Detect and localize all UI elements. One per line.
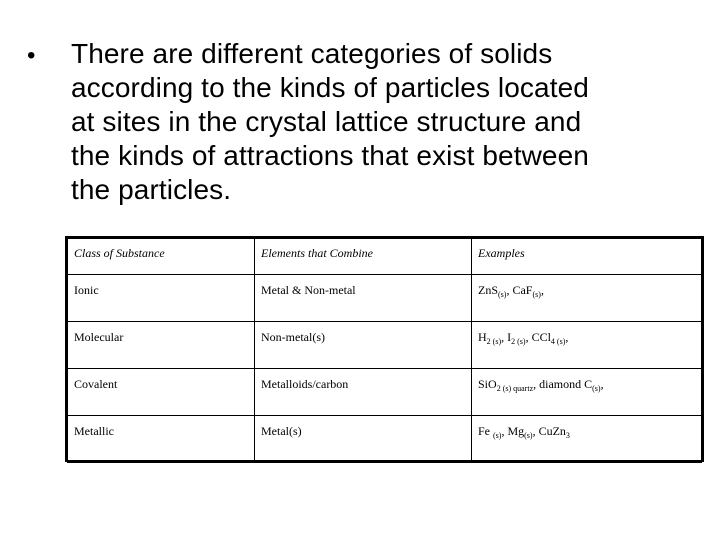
- header-elements: Elements that Combine: [255, 239, 472, 275]
- cell-class: Covalent: [68, 369, 255, 416]
- bullet-point: [27, 37, 707, 207]
- formula: SiO$_{2 (s) quartz}$, diamond $C_{(s)}$,: [478, 377, 604, 393]
- cell-examples: [472, 322, 702, 369]
- table-row: [68, 369, 702, 416]
- formula: ZnS$_{(s)}$, CaF$_{(s)}$,: [478, 283, 544, 299]
- bullet-line: There are different categories of solids: [71, 38, 553, 69]
- bullet-line: at sites in the crystal lattice structure and: [71, 106, 582, 137]
- header-class: Class of Substance: [68, 239, 255, 275]
- cell-class: Molecular: [68, 322, 255, 369]
- cell-examples: [472, 416, 702, 463]
- table-row: [68, 416, 702, 463]
- cell-examples: [472, 369, 702, 416]
- cell-elements: Metalloids/carbon: [255, 369, 472, 416]
- cell-elements: Non-metal(s): [255, 322, 472, 369]
- cell-class: Metallic: [68, 416, 255, 463]
- cell-class: Ionic: [68, 275, 255, 322]
- table-row: [68, 275, 702, 322]
- bullet-line: the particles.: [71, 174, 232, 205]
- cell-elements: Metal & Non-metal: [255, 275, 472, 322]
- solids-table: [65, 236, 704, 462]
- formula: Fe $_{(s)}$, $Mg_{(s)}$, CuZn$_3$: [478, 424, 570, 440]
- bullet-text: [27, 37, 707, 207]
- cell-examples: [472, 275, 702, 322]
- bullet-line: the kinds of attractions that exist between: [71, 140, 589, 171]
- bullet-line: according to the kinds of particles located: [71, 72, 589, 103]
- formula: $H_{2 (s)}$, $I_{2 (s)}$, CCl$_{4 (s)}$,: [478, 330, 569, 346]
- cell-elements: Metal(s): [255, 416, 472, 463]
- table-header-row: [68, 239, 702, 275]
- header-examples: Examples: [472, 239, 702, 275]
- table-row: [68, 322, 702, 369]
- bullet-dot-icon: •: [27, 42, 36, 69]
